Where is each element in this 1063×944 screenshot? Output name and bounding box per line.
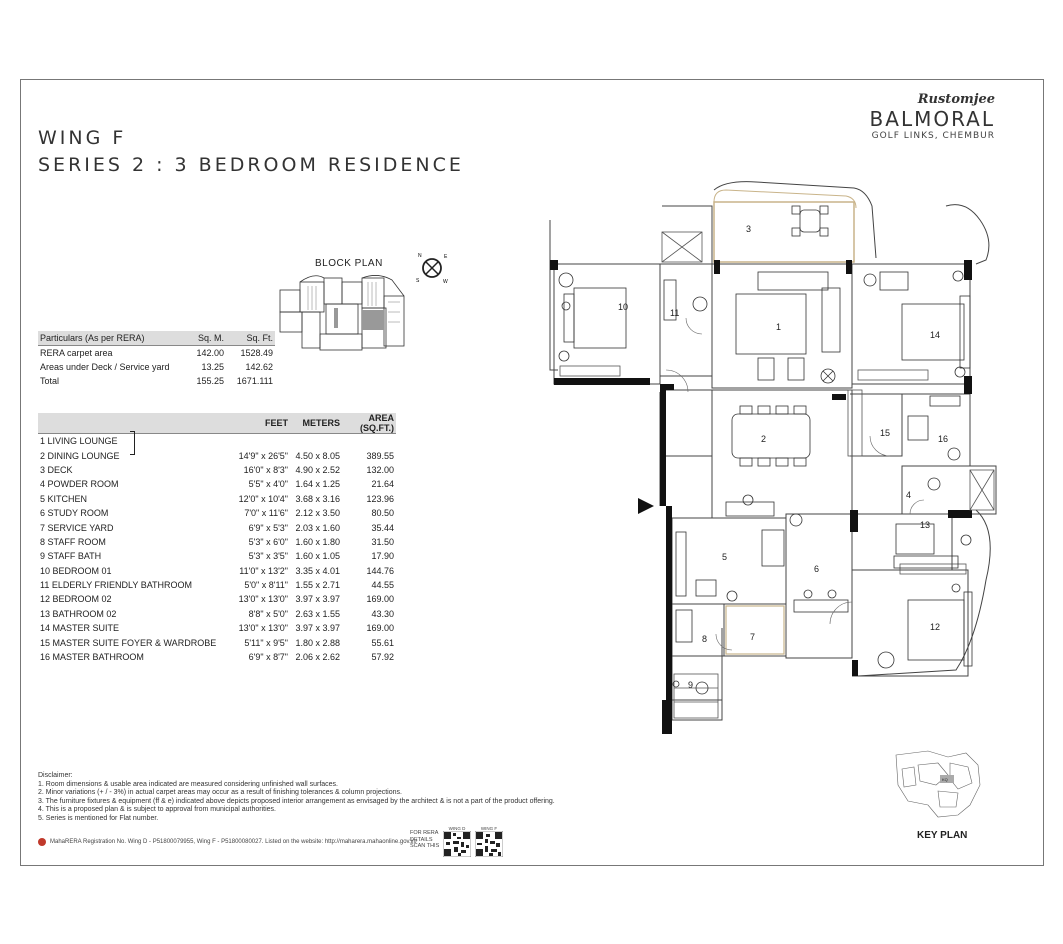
table-cell: 3.97 x 3.97 xyxy=(295,594,340,605)
table-row xyxy=(38,477,396,491)
room-label-10: 10 xyxy=(618,302,629,312)
table-row xyxy=(38,549,396,563)
room-label-12: 12 xyxy=(930,622,941,632)
room-label-15: 15 xyxy=(880,428,891,438)
table-cell: 6 STUDY ROOM xyxy=(40,508,109,519)
table-cell: 2 DINING LOUNGE xyxy=(40,450,120,461)
table-cell: 12'0" x 10'4" xyxy=(238,493,288,504)
table-cell: Total xyxy=(40,376,60,386)
table-cell: 5'11" x 9'5" xyxy=(244,637,288,648)
table-cell: 1671.111 xyxy=(236,376,273,386)
table-cell: 5'3" x 6'0" xyxy=(248,536,288,547)
compass-e: E xyxy=(444,254,448,260)
table-cell: 13'0" x 13'0" xyxy=(238,623,288,634)
room-label-8: 8 xyxy=(702,634,708,644)
room-label-16: 16 xyxy=(938,434,949,444)
table-cell: 44.55 xyxy=(371,580,394,591)
room-label-1: 1 xyxy=(776,322,782,332)
room-label-13: 13 xyxy=(920,520,931,530)
table-cell: 3.97 x 3.97 xyxy=(295,623,340,634)
table-cell: 1.80 x 2.88 xyxy=(295,637,340,648)
table-cell: 1.60 x 1.80 xyxy=(295,536,340,547)
table-cell: 11 ELDERLY FRIENDLY BATHROOM xyxy=(40,580,193,591)
table-cell: 5 KITCHEN xyxy=(40,493,88,504)
table-row xyxy=(38,621,396,635)
table-row xyxy=(38,434,396,449)
table-header-row xyxy=(38,413,396,434)
table-row xyxy=(38,592,396,606)
key-plan-label: KEY PLAN xyxy=(917,830,968,841)
wing-title: WING F xyxy=(38,127,127,149)
header-cell: FEET xyxy=(226,413,290,434)
rera-area-table xyxy=(38,331,275,388)
table-row xyxy=(38,463,396,477)
rera-registration xyxy=(38,838,417,846)
table-cell: 8'8" x 5'0" xyxy=(248,608,288,619)
table-row xyxy=(38,564,396,578)
room-label-5: 5 xyxy=(722,552,728,562)
room-label-7: 7 xyxy=(750,632,756,642)
header-cell: Sq. M. xyxy=(178,331,226,346)
table-cell: 10 BEDROOM 01 xyxy=(40,565,112,576)
block-plan-drawing xyxy=(278,272,408,356)
brand-location: GOLF LINKS, CHEMBUR xyxy=(871,131,995,141)
table-cell: 169.00 xyxy=(366,623,394,634)
rera-scan-note xyxy=(410,830,439,850)
table-cell: 155.25 xyxy=(196,376,224,386)
table-cell: 13'0" x 13'0" xyxy=(238,594,288,605)
table-row xyxy=(38,448,396,462)
disclaimer-line: 5. Series is mentioned for Flat number. xyxy=(38,814,159,822)
header-cell: Sq. Ft. xyxy=(226,331,275,346)
table-cell: 1.64 x 1.25 xyxy=(295,479,340,490)
table-cell: 132.00 xyxy=(366,464,394,475)
table-row xyxy=(38,535,396,549)
table-cell: 13 BATHROOM 02 xyxy=(40,608,117,619)
disclaimer-line: 1. Room dimensions & usable area indicated are measured considering unfinished wall surfaces. xyxy=(38,780,338,788)
header-cell: METERS xyxy=(290,413,342,434)
table-cell: 80.50 xyxy=(371,508,394,519)
scan-text: SCAN THIS xyxy=(410,843,440,849)
table-row xyxy=(38,506,396,520)
brand-developer: Rustomjee xyxy=(917,92,995,107)
table-cell: 13.25 xyxy=(201,362,224,372)
room-label-3: 3 xyxy=(746,224,752,234)
qr-label: WING F xyxy=(480,826,498,831)
table-cell: 16'0" x 8'3" xyxy=(243,464,288,475)
table-cell: RERA carpet area xyxy=(40,348,113,358)
brand-logo xyxy=(870,92,995,141)
table-cell: 43.30 xyxy=(371,608,394,619)
disclaimer-line: 2. Minor variations (+ / - 3%) in actual carpet areas may occur as a result of finishing tolerances & column projections. xyxy=(38,789,402,797)
series-title: SERIES 2 : 3 BEDROOM RESIDENCE xyxy=(38,154,464,176)
table-cell: 389.55 xyxy=(366,450,394,461)
disclaimer-title: Disclaimer: xyxy=(38,772,73,779)
table-cell: 2.12 x 3.50 xyxy=(295,508,340,519)
table-cell: 12 BEDROOM 02 xyxy=(40,594,112,605)
table-cell: 142.00 xyxy=(196,348,224,358)
table-cell: 2.06 x 2.62 xyxy=(295,652,340,663)
disclaimer-line: 4. This is a proposed plan & is subject to approval from municipal authorities. xyxy=(38,806,276,814)
room-dimensions-table xyxy=(38,413,396,664)
table-cell: 11'0" x 13'2" xyxy=(239,565,288,576)
entry-arrow-icon xyxy=(638,498,654,514)
maharera-logo-icon xyxy=(38,838,46,846)
qr-code-wing-d[interactable] xyxy=(443,826,471,856)
room-label-14: 14 xyxy=(930,330,941,340)
table-cell: 7 SERVICE YARD xyxy=(40,522,114,533)
table-cell: 2.63 x 1.55 xyxy=(295,608,340,619)
table-header-row xyxy=(38,331,275,346)
floor-plan xyxy=(536,180,1000,740)
table-cell xyxy=(290,434,342,449)
key-plan-marker: KQ xyxy=(942,777,948,782)
living-dining-bracket xyxy=(130,431,135,455)
table-cell: 123.96 xyxy=(366,493,394,504)
table-cell xyxy=(342,434,396,449)
table-cell: 6'9" x 8'7" xyxy=(248,652,288,663)
table-cell: 5'5" x 4'0" xyxy=(248,479,288,490)
table-cell: 1.55 x 2.71 xyxy=(295,580,340,591)
table-cell xyxy=(226,434,290,449)
table-cell: 1 LIVING LOUNGE xyxy=(40,436,118,447)
table-row xyxy=(38,607,396,621)
registration-text: MahaRERA Registration No. Wing D - P51800079955, Wing F - P51800080027. Listed on the website: http://maharera.mahaonline.gov.in/ xyxy=(50,839,418,845)
compass-s: S xyxy=(416,278,420,284)
table-cell: 31.50 xyxy=(371,536,394,547)
key-plan-drawing xyxy=(888,745,988,825)
table-row xyxy=(38,346,275,361)
table-cell: 6'9" x 5'3" xyxy=(248,522,288,533)
compass-n: N xyxy=(418,253,422,259)
header-cell: Particulars (As per RERA) xyxy=(38,331,178,346)
for-rera-text: FOR RERA xyxy=(410,830,439,836)
table-row xyxy=(38,650,396,664)
table-row xyxy=(38,360,275,374)
table-cell: 142.62 xyxy=(245,362,273,372)
header-cell: AREA (SQ.FT.) xyxy=(342,413,396,434)
table-row xyxy=(38,374,275,388)
table-cell: 35.44 xyxy=(371,522,394,533)
room-label-11: 11 xyxy=(670,308,680,318)
qr-code-wing-f[interactable] xyxy=(475,826,503,856)
table-cell: Areas under Deck / Service yard xyxy=(40,362,170,372)
table-cell: 17.90 xyxy=(371,551,394,562)
table-cell: 57.92 xyxy=(371,652,394,663)
qr-label: WING D xyxy=(448,826,466,831)
table-row xyxy=(38,492,396,506)
table-cell: 1528.49 xyxy=(240,348,273,358)
table-cell: 3.35 x 4.01 xyxy=(295,565,340,576)
brand-project: BALMORAL xyxy=(869,107,995,131)
table-row xyxy=(38,635,396,649)
room-label-6: 6 xyxy=(814,564,820,574)
block-plan-label: BLOCK PLAN xyxy=(315,258,383,269)
table-cell: 55.61 xyxy=(371,637,394,648)
table-cell: 9 STAFF BATH xyxy=(40,551,102,562)
room-label-2: 2 xyxy=(761,434,767,444)
room-label-9: 9 xyxy=(688,680,694,690)
disclaimer-line: 3. The furniture fixtures & equipment (ff & e) indicated above depicts proposed interior arrangement as envisaged by the architect & is not a part of the product offering. xyxy=(38,797,555,805)
table-cell: 21.64 xyxy=(371,479,394,490)
compass-icon xyxy=(414,250,450,286)
details-text: DETAILS xyxy=(410,836,433,843)
table-cell: 3 DECK xyxy=(40,464,73,475)
table-cell: 169.00 xyxy=(366,594,394,605)
table-cell: 4.50 x 8.05 xyxy=(295,450,340,461)
table-cell: 4 POWDER ROOM xyxy=(40,479,119,490)
table-cell: 5'0" x 8'11" xyxy=(244,580,288,591)
table-cell: 144.76 xyxy=(366,565,394,576)
table-cell: 15 MASTER SUITE FOYER & WARDROBE xyxy=(40,637,217,648)
qr-icon xyxy=(475,831,503,857)
disclaimer xyxy=(38,772,555,824)
table-cell: 5'3" x 3'5" xyxy=(248,551,288,562)
table-cell: 3.68 x 3.16 xyxy=(295,493,340,504)
compass-w: W xyxy=(443,279,448,285)
table-cell: 4.90 x 2.52 xyxy=(295,464,340,475)
table-cell: 8 STAFF ROOM xyxy=(40,536,106,547)
table-cell: 2.03 x 1.60 xyxy=(295,522,340,533)
table-row xyxy=(38,578,396,592)
table-cell: 14 MASTER SUITE xyxy=(40,623,120,634)
qr-icon xyxy=(443,831,471,857)
table-cell: 7'0" x 11'6" xyxy=(244,508,288,519)
table-cell: 14'9" x 26'5" xyxy=(238,450,288,461)
table-cell: 16 MASTER BATHROOM xyxy=(40,652,144,663)
table-cell: 1.60 x 1.05 xyxy=(295,551,340,562)
table-row xyxy=(38,520,396,534)
room-label-4: 4 xyxy=(906,490,912,500)
